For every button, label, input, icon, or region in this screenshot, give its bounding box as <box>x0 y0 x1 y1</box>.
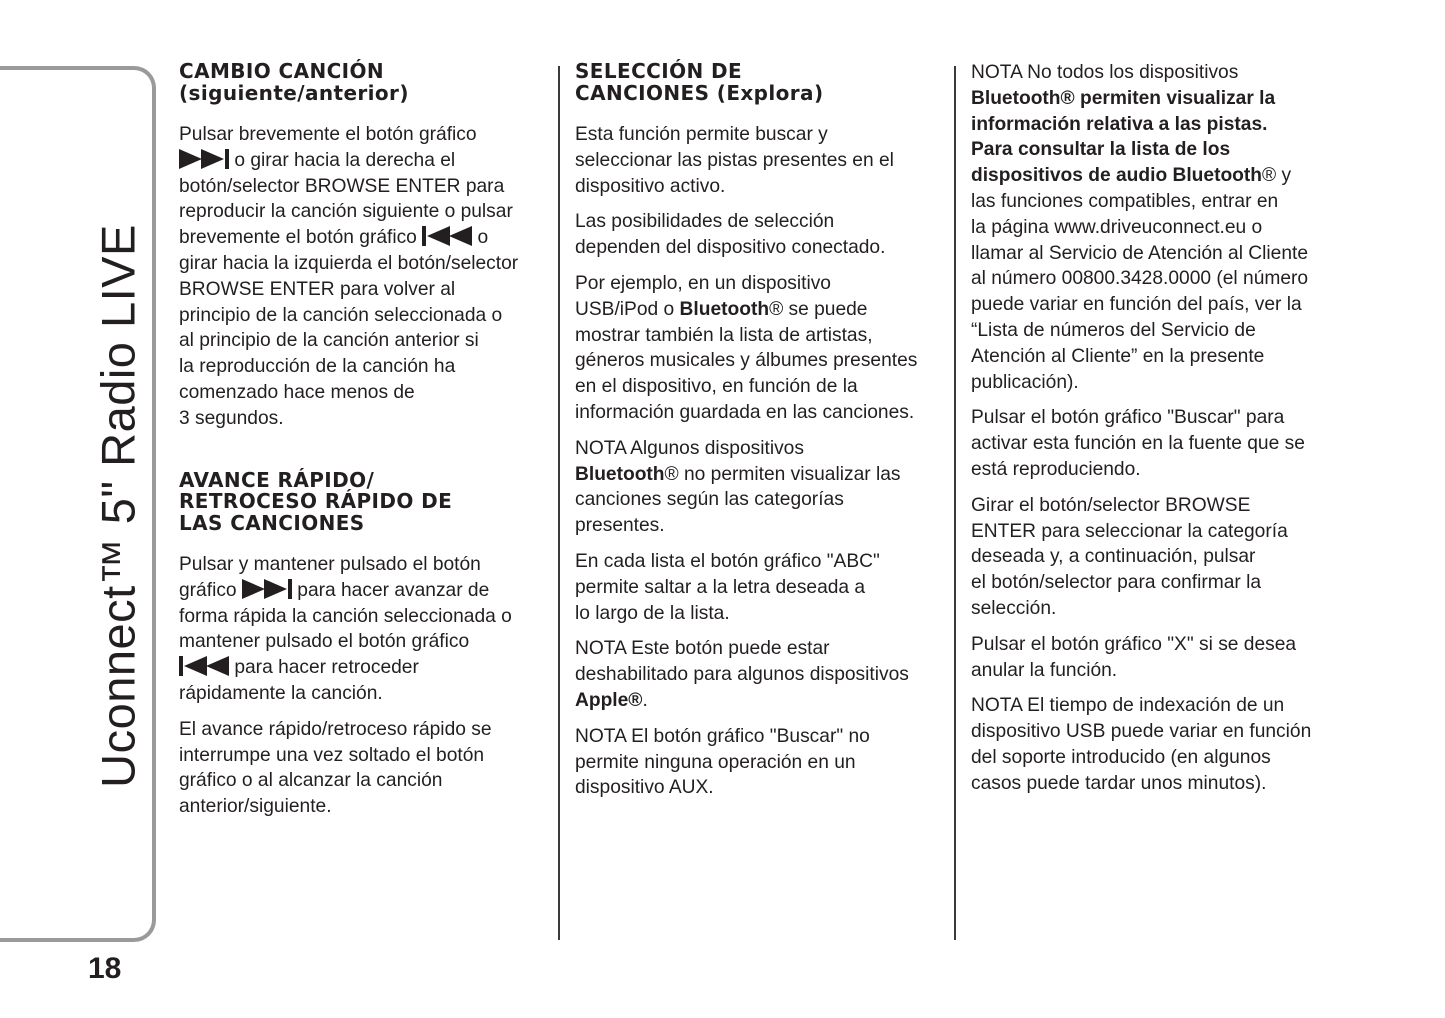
next-track-icon <box>242 579 292 599</box>
section-heading-seleccion-canciones: SELECCIÓN DE CANCIONES (Explora) <box>575 59 824 105</box>
column-2 <box>575 60 945 811</box>
paragraph: El avance rápido/retroceso rápido se interrumpe una vez soltado el botón gráfico o al alcanzar la canción anterior/siguiente. <box>179 718 492 818</box>
paragraph: Las posibilidades de selección dependen del dispositivo conectado. <box>575 211 886 259</box>
page-number: 18 <box>88 952 122 985</box>
paragraph: En cada lista el botón gráfico "ABC" permite saltar a la letra deseada a lo largo de la lista. <box>575 550 880 624</box>
section-heading-avance-rapido: AVANCE RÁPIDO/ RETROCESO RÁPIDO DE LAS CANCIONES <box>179 467 453 535</box>
section-heading-cambio-cancion: CAMBIO CANCIÓN (siguiente/anterior) <box>179 59 409 105</box>
column-divider <box>954 66 956 940</box>
column-divider <box>558 66 560 940</box>
paragraph: Pulsar brevemente el botón gráfico o girar hacia la derecha el botón/selector BROWSE ENTER para reproducir la canción siguiente o pulsar brevemente el botón gráfico o girar hacia la izquierda el botón/selector BROWSE ENTER para volver al principio de la canción seleccionada o al principio de la canción anterior si la reproducción de la canción ha comenzado hace menos de 3 segundos. <box>179 124 519 429</box>
paragraph: Pulsar el botón gráfico "X" si se desea anular la función. <box>971 633 1297 681</box>
paragraph: Por ejemplo, en un dispositivo USB/iPod o Bluetooth® se puede mostrar también la lista de artistas, géneros musicales y álbumes presentes en el dispositivo, en función de la información guardada en las canciones. <box>575 272 918 423</box>
paragraph: Pulsar y mantener pulsado el botón gráfico para hacer avanzar de forma rápida la canción seleccionada o mantener pulsado el botón gráfico para hacer retroceder rápidamente la canción. <box>179 554 512 705</box>
note-paragraph: NOTA No todos los dispositivos Bluetooth® permiten visualizar la información relativa a las pistas. Para consultar la lista de los dispositivos de audio Bluetooth® y las funciones compatibles, entrar en la página www.driveuconnect.eu o llamar al Servicio de Atención al Cliente al número 00800.3428.0000 (el número puede variar en función del país, ver la “Lista de números del Servicio de Atención al Cliente” en la presente publicación). <box>971 62 1309 393</box>
note-paragraph: NOTA El botón gráfico "Buscar" no permite ninguna operación en un dispositivo AUX. <box>575 725 870 799</box>
previous-track-icon <box>179 656 229 676</box>
column-3 <box>971 60 1341 807</box>
note-paragraph: NOTA El tiempo de indexación de un dispositivo USB puede variar en función del soporte introducido (en algunos casos puede tardar unos minutos). <box>971 695 1312 794</box>
paragraph: Pulsar el botón gráfico "Buscar" para activar esta función en la fuente que se está reproduciendo. <box>971 407 1305 480</box>
paragraph: Esta función permite buscar y seleccionar las pistas presentes en el dispositivo activo. <box>575 124 894 197</box>
paragraph: Girar el botón/selector BROWSE ENTER para seleccionar la categoría deseada y, a continuación, pulsar el botón/selector para confirmar la selección. <box>971 494 1288 619</box>
column-1 <box>179 60 547 830</box>
next-track-icon <box>179 149 229 169</box>
chapter-title: Uconnect™ 5" Radio LIVE <box>91 224 145 788</box>
note-paragraph: NOTA Este botón puede estar deshabilitado para algunos dispositivos Apple®. <box>575 638 909 711</box>
note-paragraph: NOTA Algunos dispositivos Bluetooth® no permiten visualizar las canciones según las categorías presentes. <box>575 437 901 537</box>
previous-track-icon <box>422 226 472 246</box>
